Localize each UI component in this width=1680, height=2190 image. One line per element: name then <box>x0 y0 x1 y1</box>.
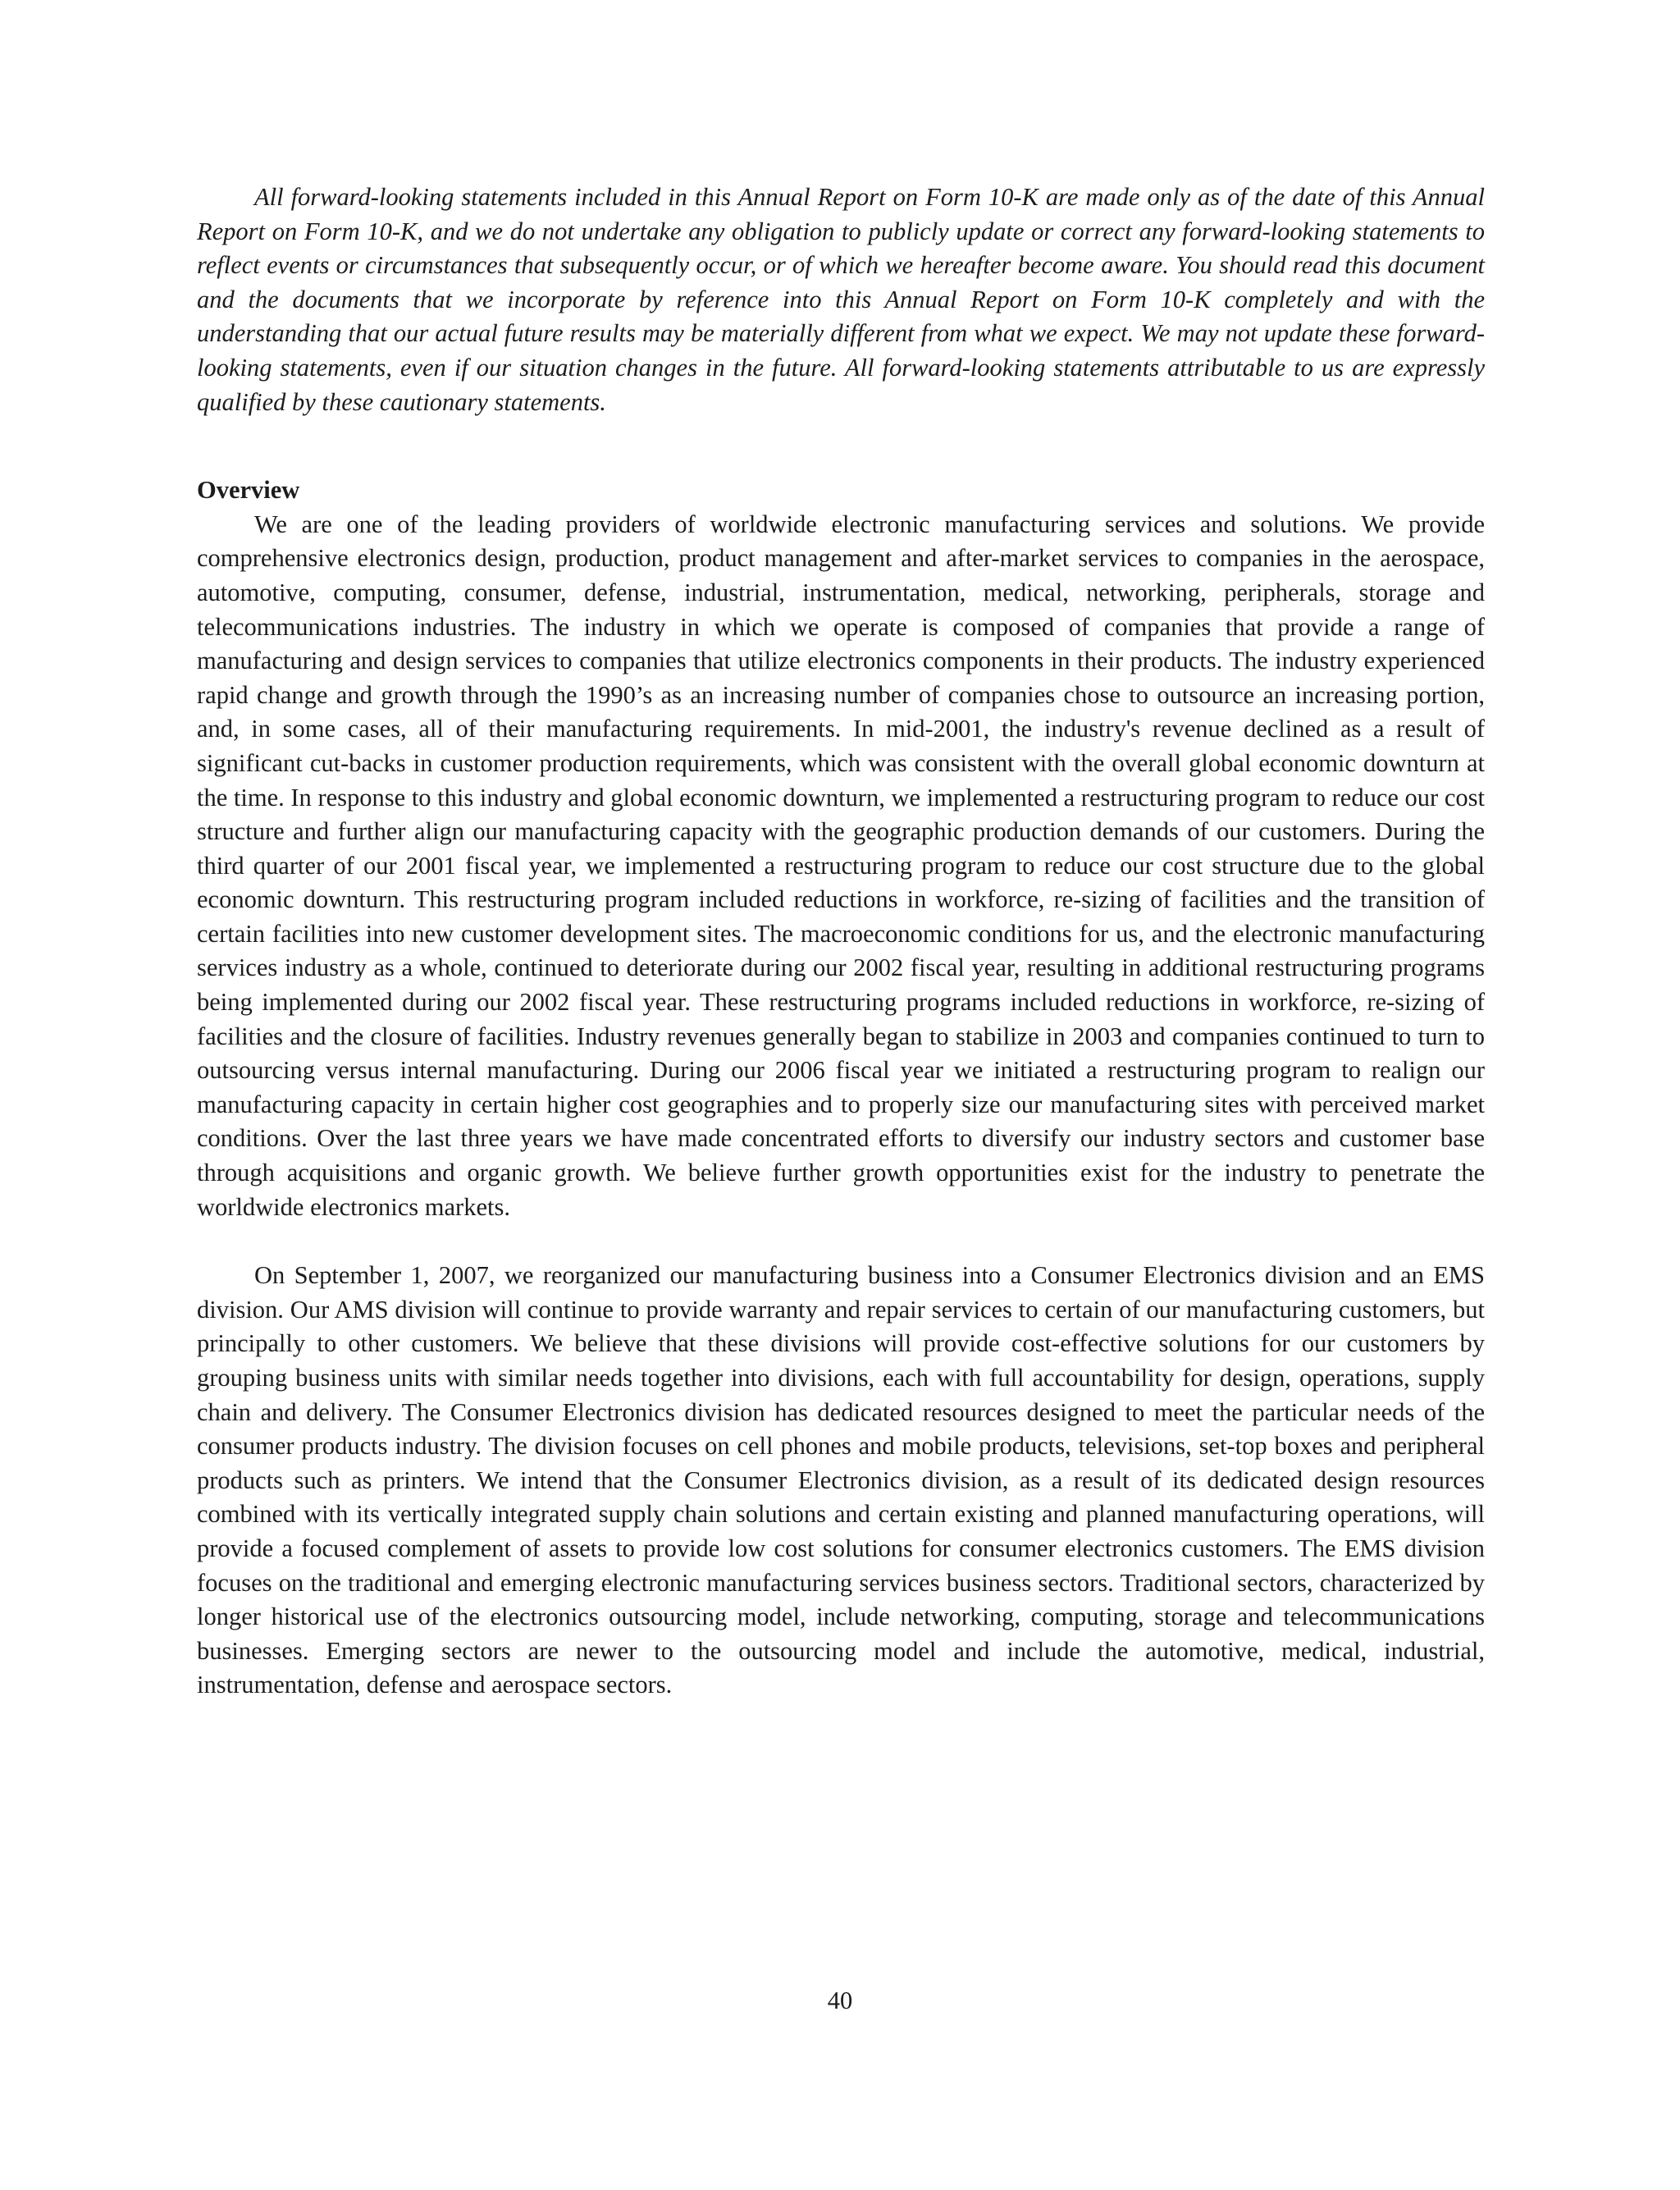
forward-looking-statements-paragraph: All forward-looking statements included in this Annual Report on Form 10-K are made only as of the date of this Annual Report on Form 10-K, and we do not undertake any obligation to publicly update or correct any forward-looking statements to reflect events or circumstances that subsequently occur, or of which we hereafter become aware. You should read this document and the documents that we incorporate by reference into this Annual Report on Form 10-K completely and with the understanding that our actual future results may be materially different from what we expect. We may not update these forward-looking statements, even if our situation changes in the future. All forward-looking statements attributable to us are expressly qualified by these cautionary statements. <box>197 183 1485 416</box>
spacer <box>197 419 1485 473</box>
overview-heading: Overview <box>197 476 300 505</box>
spacer <box>197 1224 1485 1259</box>
overview-paragraph-1: We are one of the leading providers of worldwide electronic manufacturing services and solutions. We provide comprehensive electronics design, production, product management and after-market services to companies in the aerospace, automotive, computing, consumer, defense, industrial, instrumentation, medical, networking, peripherals, storage and telecommunications industries. The industry in which we operate is composed of companies that provide a range of manufacturing and design services to companies that utilize electronics components in their products. The industry experienced rapid change and growth through the 1990’s as an increasing number of companies chose to outsource an increasing portion, and, in some cases, all of their manufacturing requirements. In mid-2001, the industry's revenue declined as a result of significant cut-backs in customer production requirements, which was consistent with the overall global economic downturn at the time. In response to this industry and global economic downturn, we implemented a restructuring program to reduce our cost structure and further align our manufacturing capacity with the geographic production demands of our customers. During the third quarter of our 2001 fiscal year, we implemented a restructuring program to reduce our cost structure due to the global economic downturn. This restructuring program included reductions in workforce, re-sizing of facilities and the transition of certain facilities into new customer development sites. The macroeconomic conditions for us, and the electronic manufacturing services industry as a whole, continued to deteriorate during our 2002 fiscal year, resulting in additional restructuring programs being implemented during our 2002 fiscal year. These restructuring programs included reductions in workforce, re-sizing of facilities and the closure of facilities. Industry revenues generally began to stabilize in 2003 and companies continued to turn to outsourcing versus internal manufacturing. During our 2006 fiscal year we initiated a restructuring program to realign our manufacturing capacity in certain higher cost geographies and to properly size our manufacturing sites with perceived market conditions. Over the last three years we have made concentrated efforts to diversify our industry sectors and customer base through acquisitions and organic growth. We believe further growth opportunities exist for the industry to penetrate the worldwide electronics markets. <box>197 510 1485 1221</box>
page-number: 40 <box>827 1987 853 2014</box>
document-body <box>197 181 1485 1703</box>
overview-paragraph-2: On September 1, 2007, we reorganized our manufacturing business into a Consumer Electronics division and an EMS division. Our AMS division will continue to provide warranty and repair services to certain of our manufacturing customers, but principally to other customers. We believe that these divisions will provide cost-effective solutions for our customers by grouping business units with similar needs together into divisions, each with full accountability for design, operations, supply chain and delivery. The Consumer Electronics division has dedicated resources designed to meet the particular needs of the consumer products industry. The division focuses on cell phones and mobile products, televisions, set-top boxes and peripheral products such as printers. We intend that the Consumer Electronics division, as a result of its dedicated design resources combined with its vertically integrated supply chain solutions and certain existing and planned manufacturing operations, will provide a focused complement of assets to provide low cost solutions for consumer electronics customers. The EMS division focuses on the traditional and emerging electronic manufacturing services business sectors. Traditional sectors, characterized by longer historical use of the electronics outsourcing model, include networking, computing, storage and telecommunications businesses. Emerging sectors are newer to the outsourcing model and include the automotive, medical, industrial, instrumentation, defense and aerospace sectors. <box>197 1261 1485 1699</box>
